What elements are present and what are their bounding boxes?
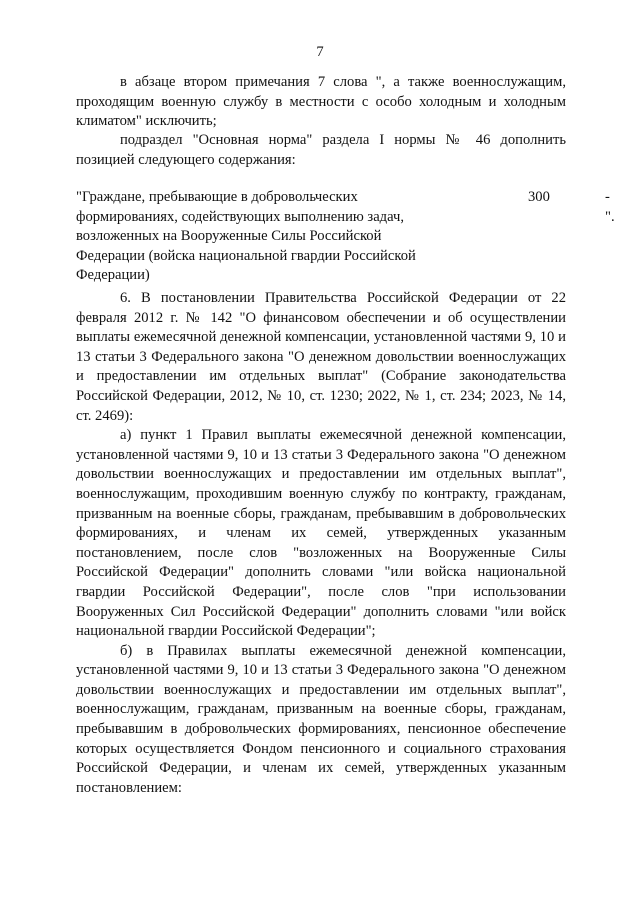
table-row-end: -".: [605, 189, 615, 225]
paragraph-remark-7: в абзаце втором примечания 7 слова ", а также военнослужащим, проходящим военную службу в местности с особо холодным и холодным климатом" исключить;: [76, 74, 566, 130]
table-row-name: "Граждане, пребывающие в добровольческих формированиях, содействующих выполнению задач, возложенных на Вооруженные Силы Российской Федерации (войска национальной гвардии Российской Федерации): [76, 189, 416, 284]
resolution-section: [76, 289, 566, 798]
table-row-value: 300: [528, 189, 550, 205]
paragraph-section-1: подраздел "Основная норма" раздела I нормы № 46 дополнить позицией следующего содержания:: [76, 132, 566, 168]
paragraph-item-6: 6. В постановлении Правительства Российской Федерации от 22 февраля 2012 г. № 142 "О финансовом обеспечении и об осуществлении выплаты ежемесячной денежной компенсации, установленной частями 9, 10 и 13 статьи 3 Федерального закона "О денежном довольствии военнослужащих и предоставлении им отдельных выплат" (Собрание законодательства Российской Федерации, 2012, № 10, ст. 1230; 2022, № 1, ст. 234; 2023, № 14, ст. 2469):: [76, 290, 566, 424]
amendment-paragraph-block: [76, 73, 566, 132]
page-number: 7: [316, 44, 324, 60]
paragraph-subitem-b: б) в Правилах выплаты ежемесячной денежной компенсации, установленной частями 9, 10 и 13 статьи 3 Федерального закона "О денежном довольствии военнослужащих и предоставлении им отдельных выплат", военнослужащим, гражданам, призванным на военные сборы, гражданам, пребывавшим в добровольческих формированиях, пенсионное обеспечение которых осуществляется Фондом пенсионного и социального страхования Российской Федерации, и членам их семей, утвержденных указанным постановлением:: [76, 642, 566, 796]
norm-table-row: [76, 188, 615, 284]
paragraph-subitem-a: а) пункт 1 Правил выплаты ежемесячной денежной компенсации, установленной частями 9, 10 и 13 статьи 3 Федерального закона "О денежном довольствии военнослужащих и предоставлении им отдельных выплат", военнослужащим, проходившим военную службу по контракту, гражданам, призванным на военные сборы, гражданам, пребывавшим в добровольческих формированиях, и членам их семей, утвержденных указанным постановлением, после слов "возложенных на Вооруженные Силы Российской Федерации" дополнить словами "или войска национальной гвардии Российской Федерации", после слов "при использовании Вооруженных Сил Российской Федерации" дополнить словами "или войск национальной гвардии Российской Федерации";: [76, 427, 566, 640]
amendment-paragraph-block: [76, 131, 566, 170]
